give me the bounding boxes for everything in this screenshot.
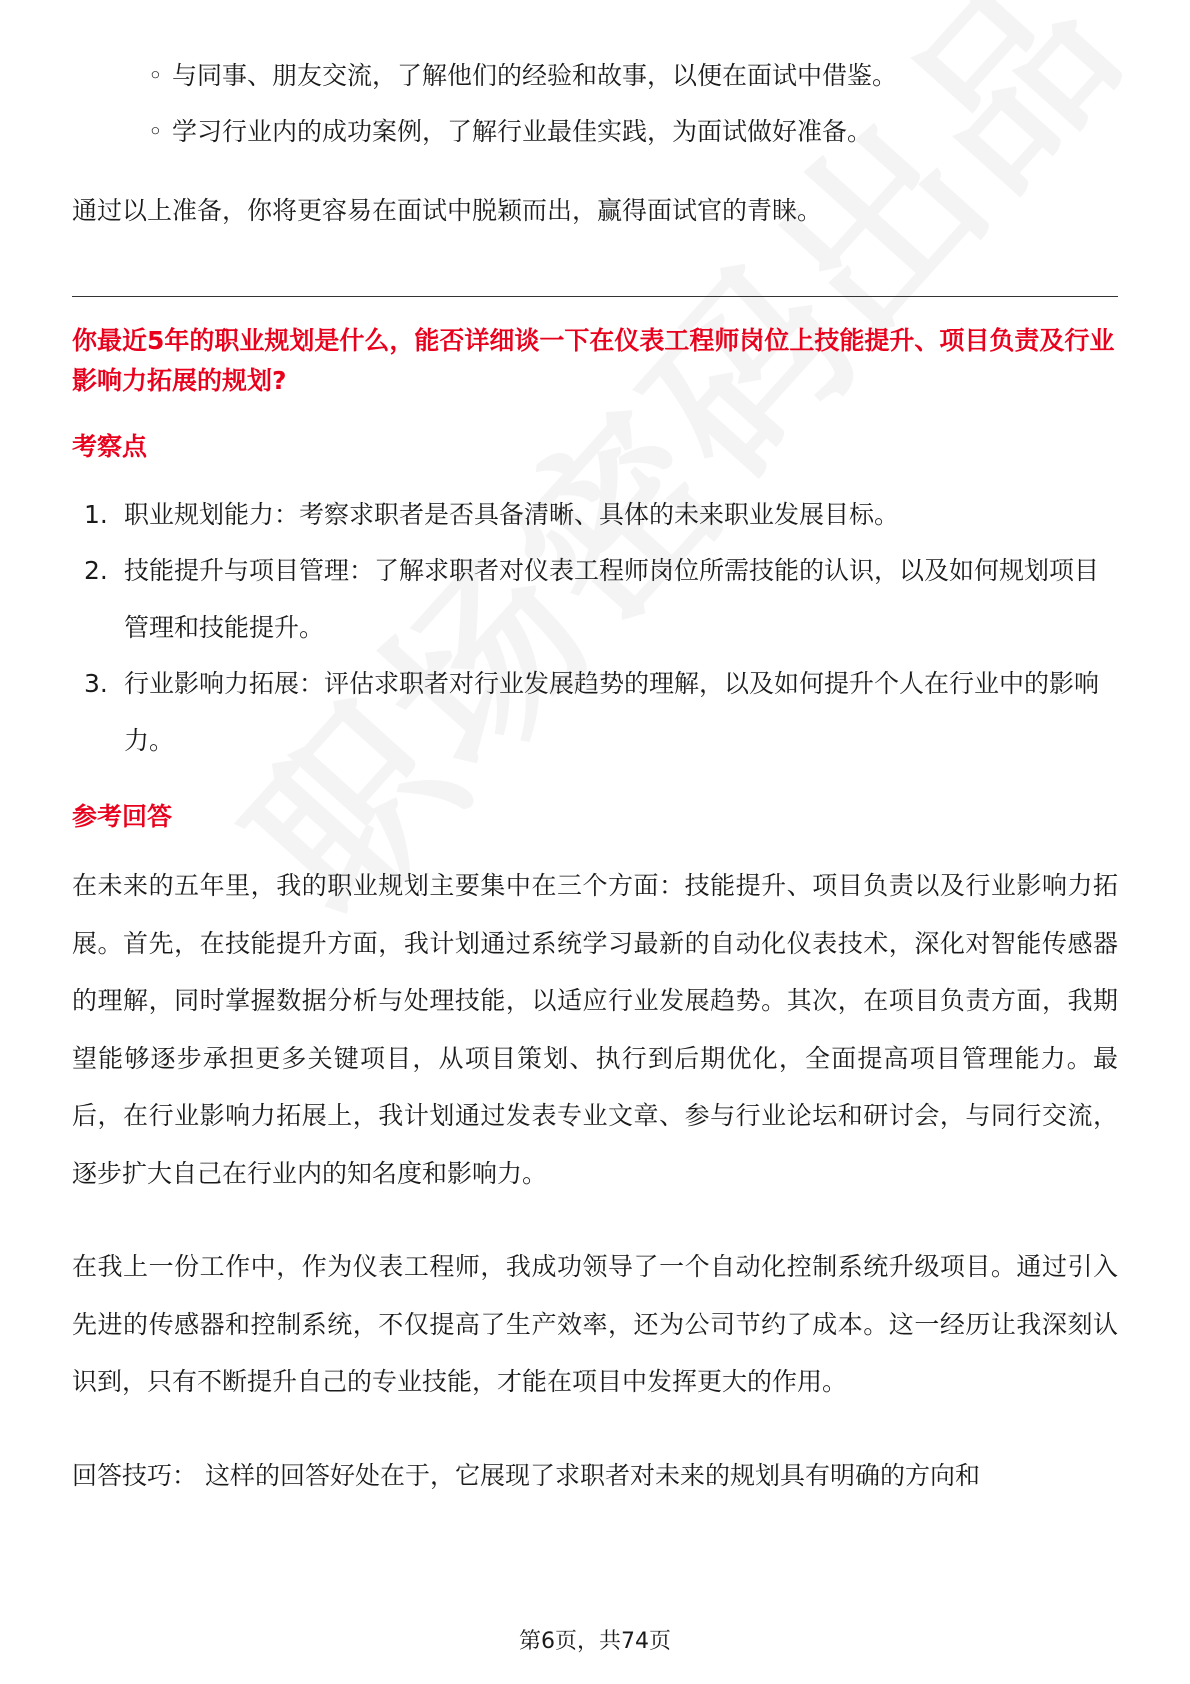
- page-footer: 第6页，共74页: [519, 1629, 671, 1654]
- answer-paragraph: 在未来的五年里，我的职业规划主要集中在三个方面：技能提升、项目负责以及行业影响力拓展。首先，在技能提升方面，我计划通过系统学习最新的自动化仪表技术，深化对智能传感器的理解，同时掌握数据分析与处理技能，以适应行业发展趋势。其次，在项目负责方面，我期望能够逐步承担更多关键项目，从项目策划、执行到后期优化，全面提高项目管理能力。最后，在行业影响力拓展上，我计划通过发表专业文章、参与行业论坛和研讨会，与同行交流，逐步扩大自己在行业内的知名度和影响力。: [72, 871, 1118, 1188]
- list-item: [72, 114, 1118, 150]
- list-number: 2.: [84, 556, 108, 585]
- list-number: 3.: [84, 669, 108, 698]
- section-divider: [72, 296, 1118, 297]
- bullet-marker: ◦: [148, 117, 163, 146]
- bullet-marker: ◦: [148, 61, 163, 90]
- list-number: 1.: [84, 499, 108, 529]
- answer-label: 参考回答: [72, 802, 173, 831]
- top-bullet-list: [72, 58, 1118, 150]
- list-item: [72, 58, 1118, 94]
- list-item: [72, 487, 1118, 544]
- list-item-text: 学习行业内的成功案例，了解行业最佳实践，为面试做好准备。: [172, 117, 873, 146]
- list-item-text: 技能提升与项目管理：了解求职者对仪表工程师岗位所需技能的认识，以及如何规划项目管理和技能提升。: [124, 556, 1100, 642]
- question-heading: 你最近5年的职业规划是什么，能否详细谈一下在仪表工程师岗位上技能提升、项目负责及行业影响力拓展的规划?: [72, 325, 1115, 395]
- list-item-text: 行业影响力拓展：评估求职者对行业发展趋势的理解，以及如何提升个人在行业中的影响力。: [124, 669, 1100, 755]
- focus-label: 考察点: [72, 431, 148, 461]
- focus-list: [72, 487, 1118, 770]
- list-item: [72, 543, 1118, 656]
- closing-paragraph: 通过以上准备，你将更容易在面试中脱颖而出，赢得面试官的青睐。: [72, 196, 823, 225]
- list-item: [72, 656, 1118, 769]
- answer-paragraph: 在我上一份工作中，作为仪表工程师，我成功领导了一个自动化控制系统升级项目。通过引入先进的传感器和控制系统，不仅提高了生产效率，还为公司节约了成本。这一经历让我深刻认识到，只有不断提升自己的专业技能，才能在项目中发挥更大的作用。: [72, 1252, 1118, 1396]
- answer-tips-paragraph: 回答技巧： 这样的回答好处在于，它展现了求职者对未来的规划具有明确的方向和: [72, 1460, 980, 1490]
- list-item-text: 职业规划能力：考察求职者是否具备清晰、具体的未来职业发展目标。: [124, 499, 900, 529]
- list-item-text: 与同事、朋友交流，了解他们的经验和故事，以便在面试中借鉴。: [172, 61, 898, 90]
- page-content: [72, 58, 1118, 1504]
